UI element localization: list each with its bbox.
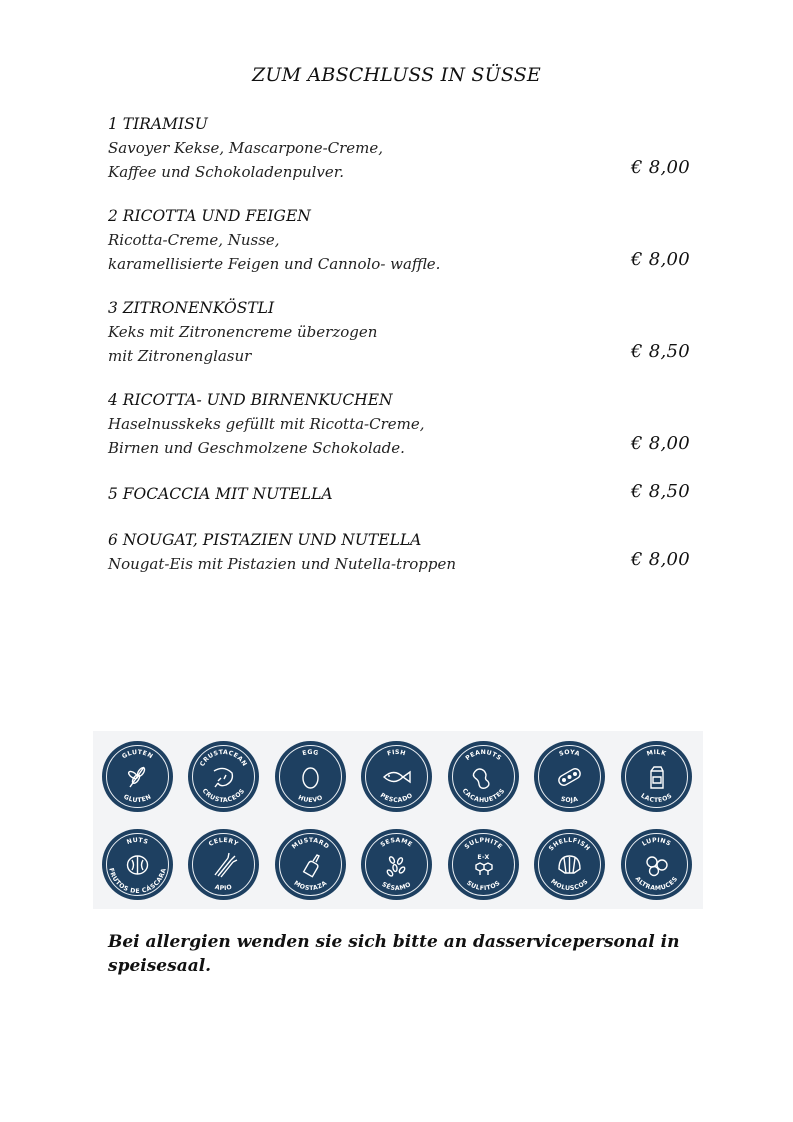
allergen-badge-egg [275,741,346,812]
svg-text:SÉSAMO [381,881,413,892]
svg-text:LACTEOS [639,792,673,804]
svg-text:NUTS [126,837,149,846]
allergen-top-label: NUTS [125,836,150,847]
item-description-line: Savoyer Kekse, Mascarpone-Creme, [108,139,384,157]
svg-text:FISH [386,749,406,758]
menu-item [108,529,708,576]
menu-item [108,297,708,368]
allergen-bottom-label: CACAHUETES [460,787,507,805]
svg-text:SOJA [560,796,579,804]
allergen-top-label: MILK [646,748,668,758]
allergen-badge-crustacean [188,741,259,812]
allergen-badge-sesame [361,829,432,900]
svg-text:ALTRAMUCES [634,875,680,892]
sesame-icon [386,856,406,877]
item-name: 3 ZITRONENKÖSTLI [108,299,275,317]
menu-item [108,483,708,506]
item-name: 2 RICOTTA UND FEIGEN [108,207,311,225]
item-description-line: Keks mit Zitronencreme überzogen [108,323,378,341]
wheat-icon [127,766,145,787]
item-price: € 8,00 [630,249,690,270]
menu-item [108,389,708,460]
allergen-top-label: SULPHITE [463,836,504,851]
item-price: € 8,00 [630,157,690,178]
item-name: 5 FOCACCIA MIT NUTELLA [108,485,333,503]
shrimp-icon [214,768,232,787]
nut-icon [128,856,148,874]
svg-text:MUSTARD [291,837,331,851]
allergen-top-label: SHELLFISH [547,836,592,853]
allergen-badge-milk [621,741,692,812]
allergen-bottom-label: SÉSAMO [380,880,413,893]
allergen-bottom-label: ALTRAMUCES [633,875,680,893]
allergen-badge-shellfish [534,829,605,900]
svg-text:PESCADO [379,792,414,804]
svg-text:MOLUSCOS [549,878,589,892]
allergen-top-label: CRUSTACEAN [198,748,249,768]
item-description-line: Haselnusskeks gefüllt mit Ricotta-Creme, [108,415,425,433]
allergen-bottom-label: SOJA [559,795,579,805]
allergen-top-label: FISH [386,748,407,758]
allergen-bottom-label: MOSTAZA [292,879,329,893]
item-price: € 8,00 [630,433,690,454]
allergen-top-label: LUPINS [640,836,672,848]
allergen-top-label: PEANUTS [464,748,503,763]
allergen-badge-fish [361,741,432,812]
item-description-line: Birnen und Geschmolzene Schokolade. [108,439,405,457]
allergen-bottom-label: MOLUSCOS [549,878,590,893]
allergen-top-label: GLUTEN [120,748,155,761]
svg-text:SULPHITE [464,837,504,851]
soy-icon [557,767,582,787]
mustard-icon [304,855,319,877]
svg-text:APIO [214,884,233,892]
allergen-bottom-label: SULFITOS [465,879,502,893]
menu-item [108,113,708,184]
svg-text:CRUSTACEOS [201,788,247,805]
allergy-note: Bei allergien wenden sie sich bitte an dasservicepersonal in speisesaal. [108,932,680,976]
allergen-bottom-label: PESCADO [378,791,415,805]
svg-text:SULFITOS [465,880,502,893]
menu-item [108,205,708,276]
svg-text:CACAHUETES [461,787,507,804]
svg-text:MOSTAZA [292,880,328,892]
allergen-badge-mustard [275,829,346,900]
item-name: 6 NOUGAT, PISTAZIEN UND NUTELLA [108,531,422,549]
allergen-bottom-label: HUEVO [296,794,325,805]
sulphite-icon [476,863,492,875]
allergen-bottom-label: APIO [213,883,234,893]
allergen-badge-celery [188,829,259,900]
svg-text:SHELLFISH [548,837,592,852]
svg-text:SOYA [558,749,580,758]
peanut-icon [472,767,491,790]
item-name: 1 TIRAMISU [108,115,208,133]
celery-icon [215,853,237,877]
svg-text:LUPINS [641,837,672,848]
menu-title: ZUM ABSCHLUSS IN SÜSSE [251,64,541,86]
item-description-line: Kaffee und Schokoladenpulver. [108,163,345,181]
svg-text:GLUTEN [122,793,152,804]
allergen-top-label: CELERY [207,836,240,848]
svg-text:HUEVO [297,794,324,804]
allergen-bottom-label: LACTEOS [639,792,674,805]
milk-icon [651,767,663,788]
item-price: € 8,50 [630,481,690,502]
item-name: 4 RICOTTA- UND BIRNENKUCHEN [108,391,393,409]
sulphite-code: E-X [477,854,490,861]
allergen-top-label: SOYA [558,748,581,758]
item-price: € 8,00 [630,549,690,570]
egg-icon [303,768,318,788]
fish-icon [384,772,410,782]
allergen-top-label: MUSTARD [290,836,331,851]
item-description-line: Nougat-Eis mit Pistazien und Nutella-troppen [108,555,457,573]
svg-text:PEANUTS [464,749,502,762]
allergen-badge-peanuts [448,741,519,812]
svg-text:CELERY [208,837,240,848]
svg-text:MILK [646,749,667,758]
lupin-icon [647,857,667,876]
svg-text:GLUTEN [121,749,154,761]
allergen-badge-gluten [102,741,173,812]
svg-text:EGG [302,749,320,757]
allergen-badge-soya [534,741,605,812]
item-price: € 8,50 [630,341,690,362]
svg-text:SESAME [379,837,413,849]
allergen-badge-sulphite [448,829,519,900]
allergen-top-label: EGG [301,748,320,758]
item-description-line: mit Zitronenglasur [108,347,252,365]
item-description-line: karamellisierte Feigen und Cannolo- waffle. [108,255,441,273]
allergen-badge-lupins [621,829,692,900]
allergen-badge-nuts [102,829,173,900]
allergen-top-label: SESAME [379,836,414,849]
allergen-bottom-label: FRUTOS DE CÁSCARA [107,867,168,896]
item-description-line: Ricotta-Creme, Nusse, [108,231,280,249]
svg-text:CRUSTACEAN [199,749,248,768]
allergen-bottom-label: GLUTEN [122,793,153,805]
allergen-chart [93,731,703,909]
allergen-bottom-label: CRUSTACEOS [200,787,247,805]
shell-icon [559,856,580,873]
